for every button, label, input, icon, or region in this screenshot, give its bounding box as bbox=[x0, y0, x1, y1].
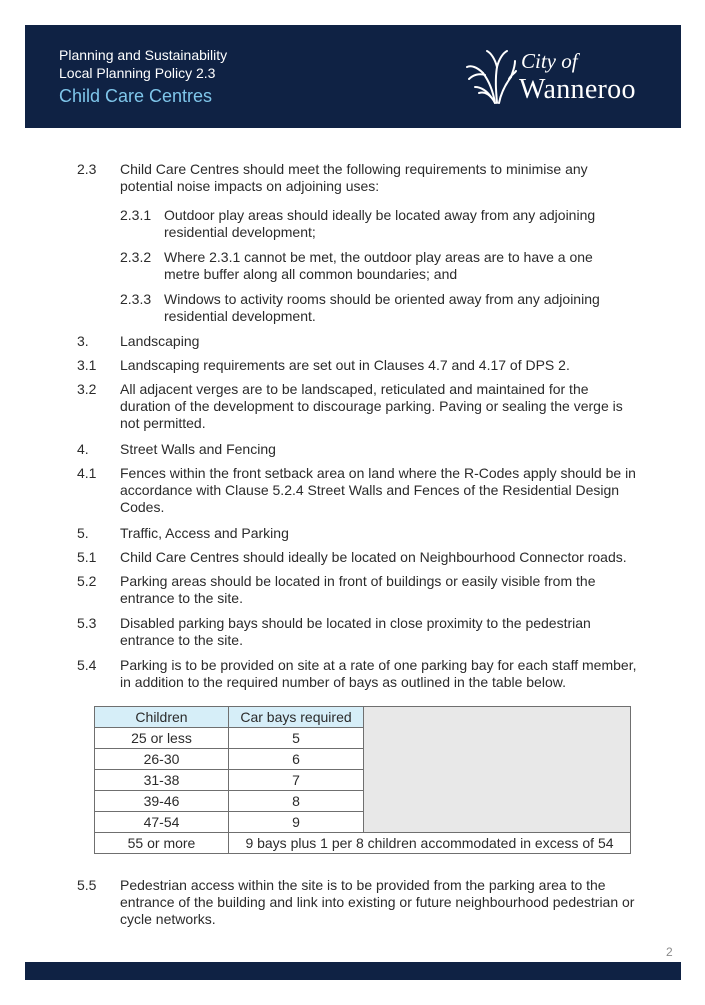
logo-city-text: City of bbox=[521, 49, 578, 73]
clause-number: 3.1 bbox=[77, 357, 97, 373]
clause-text: All adjacent verges are to be landscaped, reticulated and maintained for the duration of the development to discourage parking. Paving or sealing the verge is not permitted. bbox=[120, 381, 623, 431]
table-cell-children: 25 or less bbox=[95, 728, 229, 749]
table-cell-children: 31-38 bbox=[95, 770, 229, 791]
clause-number: 5.5 bbox=[77, 877, 97, 893]
section-number: 3. bbox=[77, 333, 89, 349]
clause-number: 2.3 bbox=[77, 161, 97, 177]
clause-text: Child Care Centres should meet the following requirements to minimise any potential noise impacts on adjoining uses: bbox=[120, 161, 588, 194]
clause-text: Where 2.3.1 cannot be met, the outdoor play areas are to have a one metre buffer along all common boundaries; and bbox=[164, 249, 593, 282]
clause-number: 5.4 bbox=[77, 657, 97, 673]
clause-number: 3.2 bbox=[77, 381, 97, 397]
clause-text: Fences within the front setback area on land where the R-Codes apply should be in accordance with Clause 5.2.4 Street Walls and Fences of the Residential Design Codes. bbox=[120, 465, 636, 515]
section-number: 5. bbox=[77, 525, 89, 541]
car-bays-table bbox=[94, 706, 631, 854]
clause-text: Pedestrian access within the site is to be provided from the parking area to the entrance of the building and link into existing or future neighbourhood pedestrian or cycle networks. bbox=[120, 877, 635, 927]
table-cell-bays: 7 bbox=[229, 770, 364, 791]
table-cell-bays: 9 bays plus 1 per 8 children accommodated in excess of 54 bbox=[229, 833, 631, 854]
page-header bbox=[25, 25, 681, 128]
clause-number: 2.3.3 bbox=[120, 291, 152, 307]
table-cell-bays: 5 bbox=[229, 728, 364, 749]
table-cell-bays: 8 bbox=[229, 791, 364, 812]
table-cell-children: 26-30 bbox=[95, 749, 229, 770]
logo-wanneroo-text: Wanneroo bbox=[519, 74, 636, 105]
table-cell-bays: 6 bbox=[229, 749, 364, 770]
section-title: Landscaping bbox=[120, 333, 200, 349]
clause-number: 5.1 bbox=[77, 549, 97, 565]
clause-text: Windows to activity rooms should be oriented away from any adjoining residential development. bbox=[164, 291, 600, 324]
clause-number: 5.3 bbox=[77, 615, 97, 631]
table-cell-bays: 9 bbox=[229, 812, 364, 833]
table-cell-children: 47-54 bbox=[95, 812, 229, 833]
clause-number: 2.3.1 bbox=[120, 207, 152, 223]
clause-text: Landscaping requirements are set out in Clauses 4.7 and 4.17 of DPS 2. bbox=[120, 357, 570, 373]
clause-text: Parking areas should be located in front of buildings or easily visible from the entrance to the site. bbox=[120, 573, 596, 606]
clause-text: Parking is to be provided on site at a rate of one parking bay for each staff member, in addition to the required number of bays as outlined in the table below. bbox=[120, 657, 637, 690]
page-number: 2 bbox=[666, 945, 673, 959]
clause-number: 2.3.2 bbox=[120, 249, 152, 265]
table-shaded-cell bbox=[364, 707, 631, 833]
section-number: 4. bbox=[77, 441, 89, 457]
page-footer-bar bbox=[25, 962, 681, 980]
clause-number: 4.1 bbox=[77, 465, 97, 481]
table-header-row bbox=[95, 707, 631, 728]
clause-text: Disabled parking bays should be located in close proximity to the pedestrian entrance to the site. bbox=[120, 615, 591, 648]
table-cell-children: 55 or more bbox=[95, 833, 229, 854]
header-policy-number: Local Planning Policy 2.3 bbox=[59, 65, 216, 81]
city-of-wanneroo-logo bbox=[465, 47, 665, 107]
clause-number: 5.2 bbox=[77, 573, 97, 589]
column-header-children: Children bbox=[95, 707, 229, 728]
header-department: Planning and Sustainability bbox=[59, 47, 228, 63]
clause-text: Child Care Centres should ideally be located on Neighbourhood Connector roads. bbox=[120, 549, 627, 565]
kangaroo-paw-logo-icon bbox=[465, 47, 517, 105]
table-cell-children: 39-46 bbox=[95, 791, 229, 812]
page-title: Child Care Centres bbox=[59, 86, 213, 106]
table-row bbox=[95, 833, 631, 854]
section-title: Street Walls and Fencing bbox=[120, 441, 276, 457]
section-title: Traffic, Access and Parking bbox=[120, 525, 289, 541]
clause-text: Outdoor play areas should ideally be located away from any adjoining residential development; bbox=[164, 207, 596, 240]
column-header-car-bays: Car bays required bbox=[229, 707, 364, 728]
